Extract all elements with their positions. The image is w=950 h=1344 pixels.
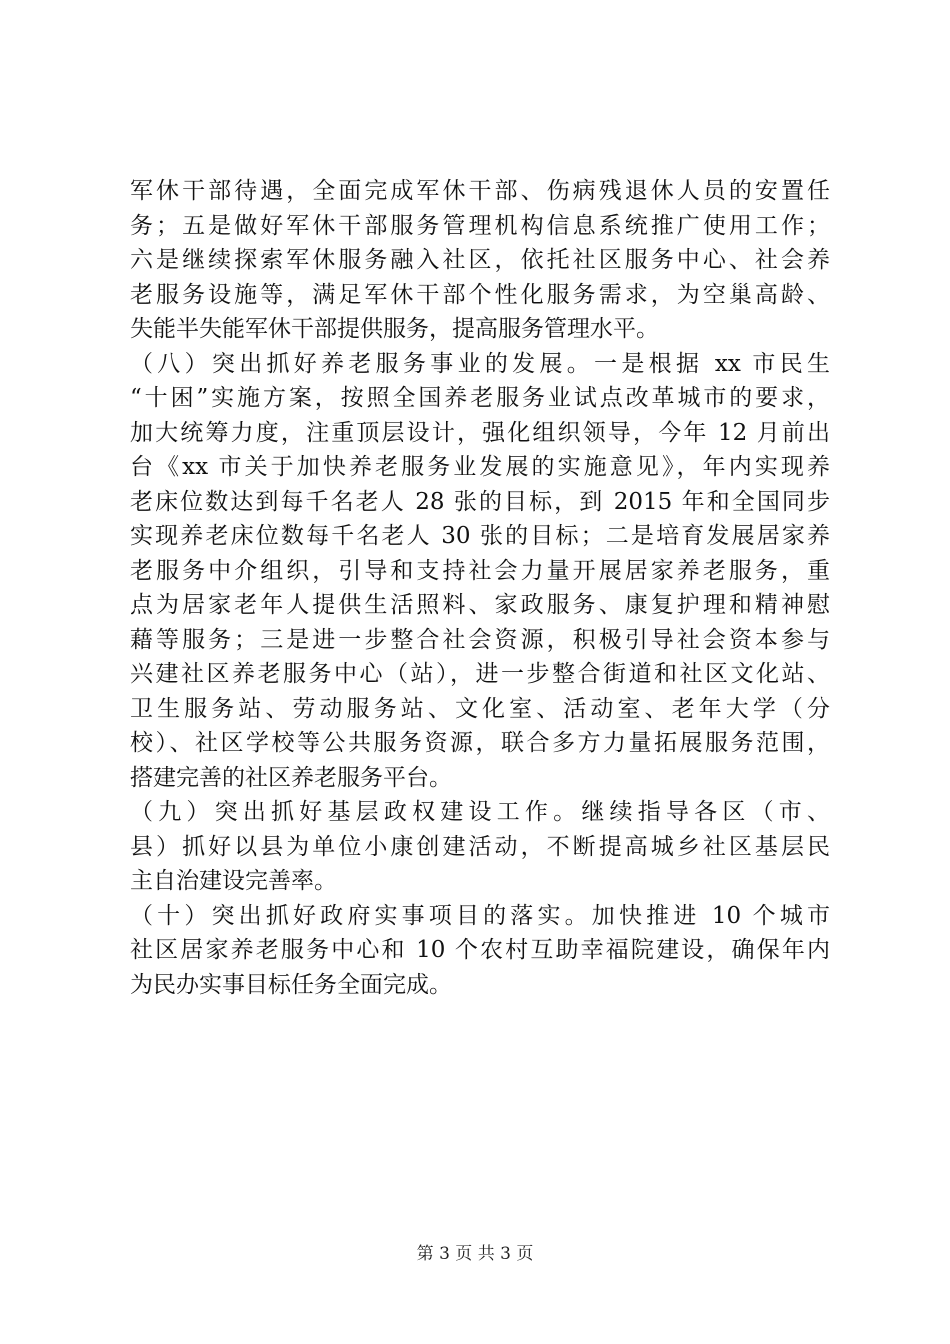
text-line: 军休干部待遇，全面完成军休干部、伤病残退休人员的安置任 <box>130 178 830 204</box>
text-line: 点为居家老年人提供生活照料、家政服务、康复护理和精神慰 <box>130 592 830 618</box>
page-footer: 第 3 页 共 3 页 <box>416 1244 534 1264</box>
text-line: 六是继续探索军休服务融入社区，依托社区服务中心、社会养 <box>130 247 830 273</box>
text-line: 兴建社区养老服务中心（站），进一步整合街道和社区文化站、 <box>130 661 830 687</box>
text-line: 藉等服务；三是进一步整合社会资源，积极引导社会资本参与 <box>130 626 830 653</box>
text-line: 老床位数达到每千名老人 28 张的目标，到 2015 年和全国同步 <box>130 488 830 515</box>
text-line: 校）、社区学校等公共服务资源，联合多方力量拓展服务范围， <box>130 730 830 756</box>
text-line: 务；五是做好军休干部服务管理机构信息系统推广使用工作； <box>130 212 830 239</box>
text-line: （九）突出抓好基层政权建设工作。继续指导各区（市、 <box>130 799 830 825</box>
text-line: 老服务中介组织，引导和支持社会力量开展居家养老服务，重 <box>130 557 830 584</box>
text-line: 县）抓好以县为单位小康创建活动，不断提高城乡社区基层民 <box>130 833 830 860</box>
text-line: 加大统筹力度，注重顶层设计，强化组织领导，今年 12 月前出 <box>130 419 830 446</box>
text-line: 主自治建设完善率。 <box>130 868 337 894</box>
text-line: （十）突出抓好政府实事项目的落实。加快推进 10 个城市 <box>130 902 830 929</box>
text-line: 搭建完善的社区养老服务平台。 <box>130 764 452 791</box>
text-line: 社区居家养老服务中心和 10 个农村互助幸福院建设，确保年内 <box>130 937 830 963</box>
text-line: 老服务设施等，满足军休干部个性化服务需求，为空巢高龄、 <box>130 281 830 308</box>
text-line: 卫生服务站、劳动服务站、文化室、活动室、老年大学（分 <box>130 695 830 722</box>
text-line: （八）突出抓好养老服务事业的发展。一是根据 xx 市民生 <box>130 350 830 377</box>
text-line: 台《xx 市关于加快养老服务业发展的实施意见》，年内实现养 <box>130 454 830 480</box>
text-line: “十困”实施方案，按照全国养老服务业试点改革城市的要求， <box>130 385 830 411</box>
document-body <box>130 174 830 1002</box>
text-line: 失能半失能军休干部提供服务，提高服务管理水平。 <box>130 316 659 342</box>
text-line: 为民办实事目标任务全面完成。 <box>130 971 452 998</box>
text-line: 实现养老床位数每千名老人 30 张的目标；二是培育发展居家养 <box>130 523 830 549</box>
